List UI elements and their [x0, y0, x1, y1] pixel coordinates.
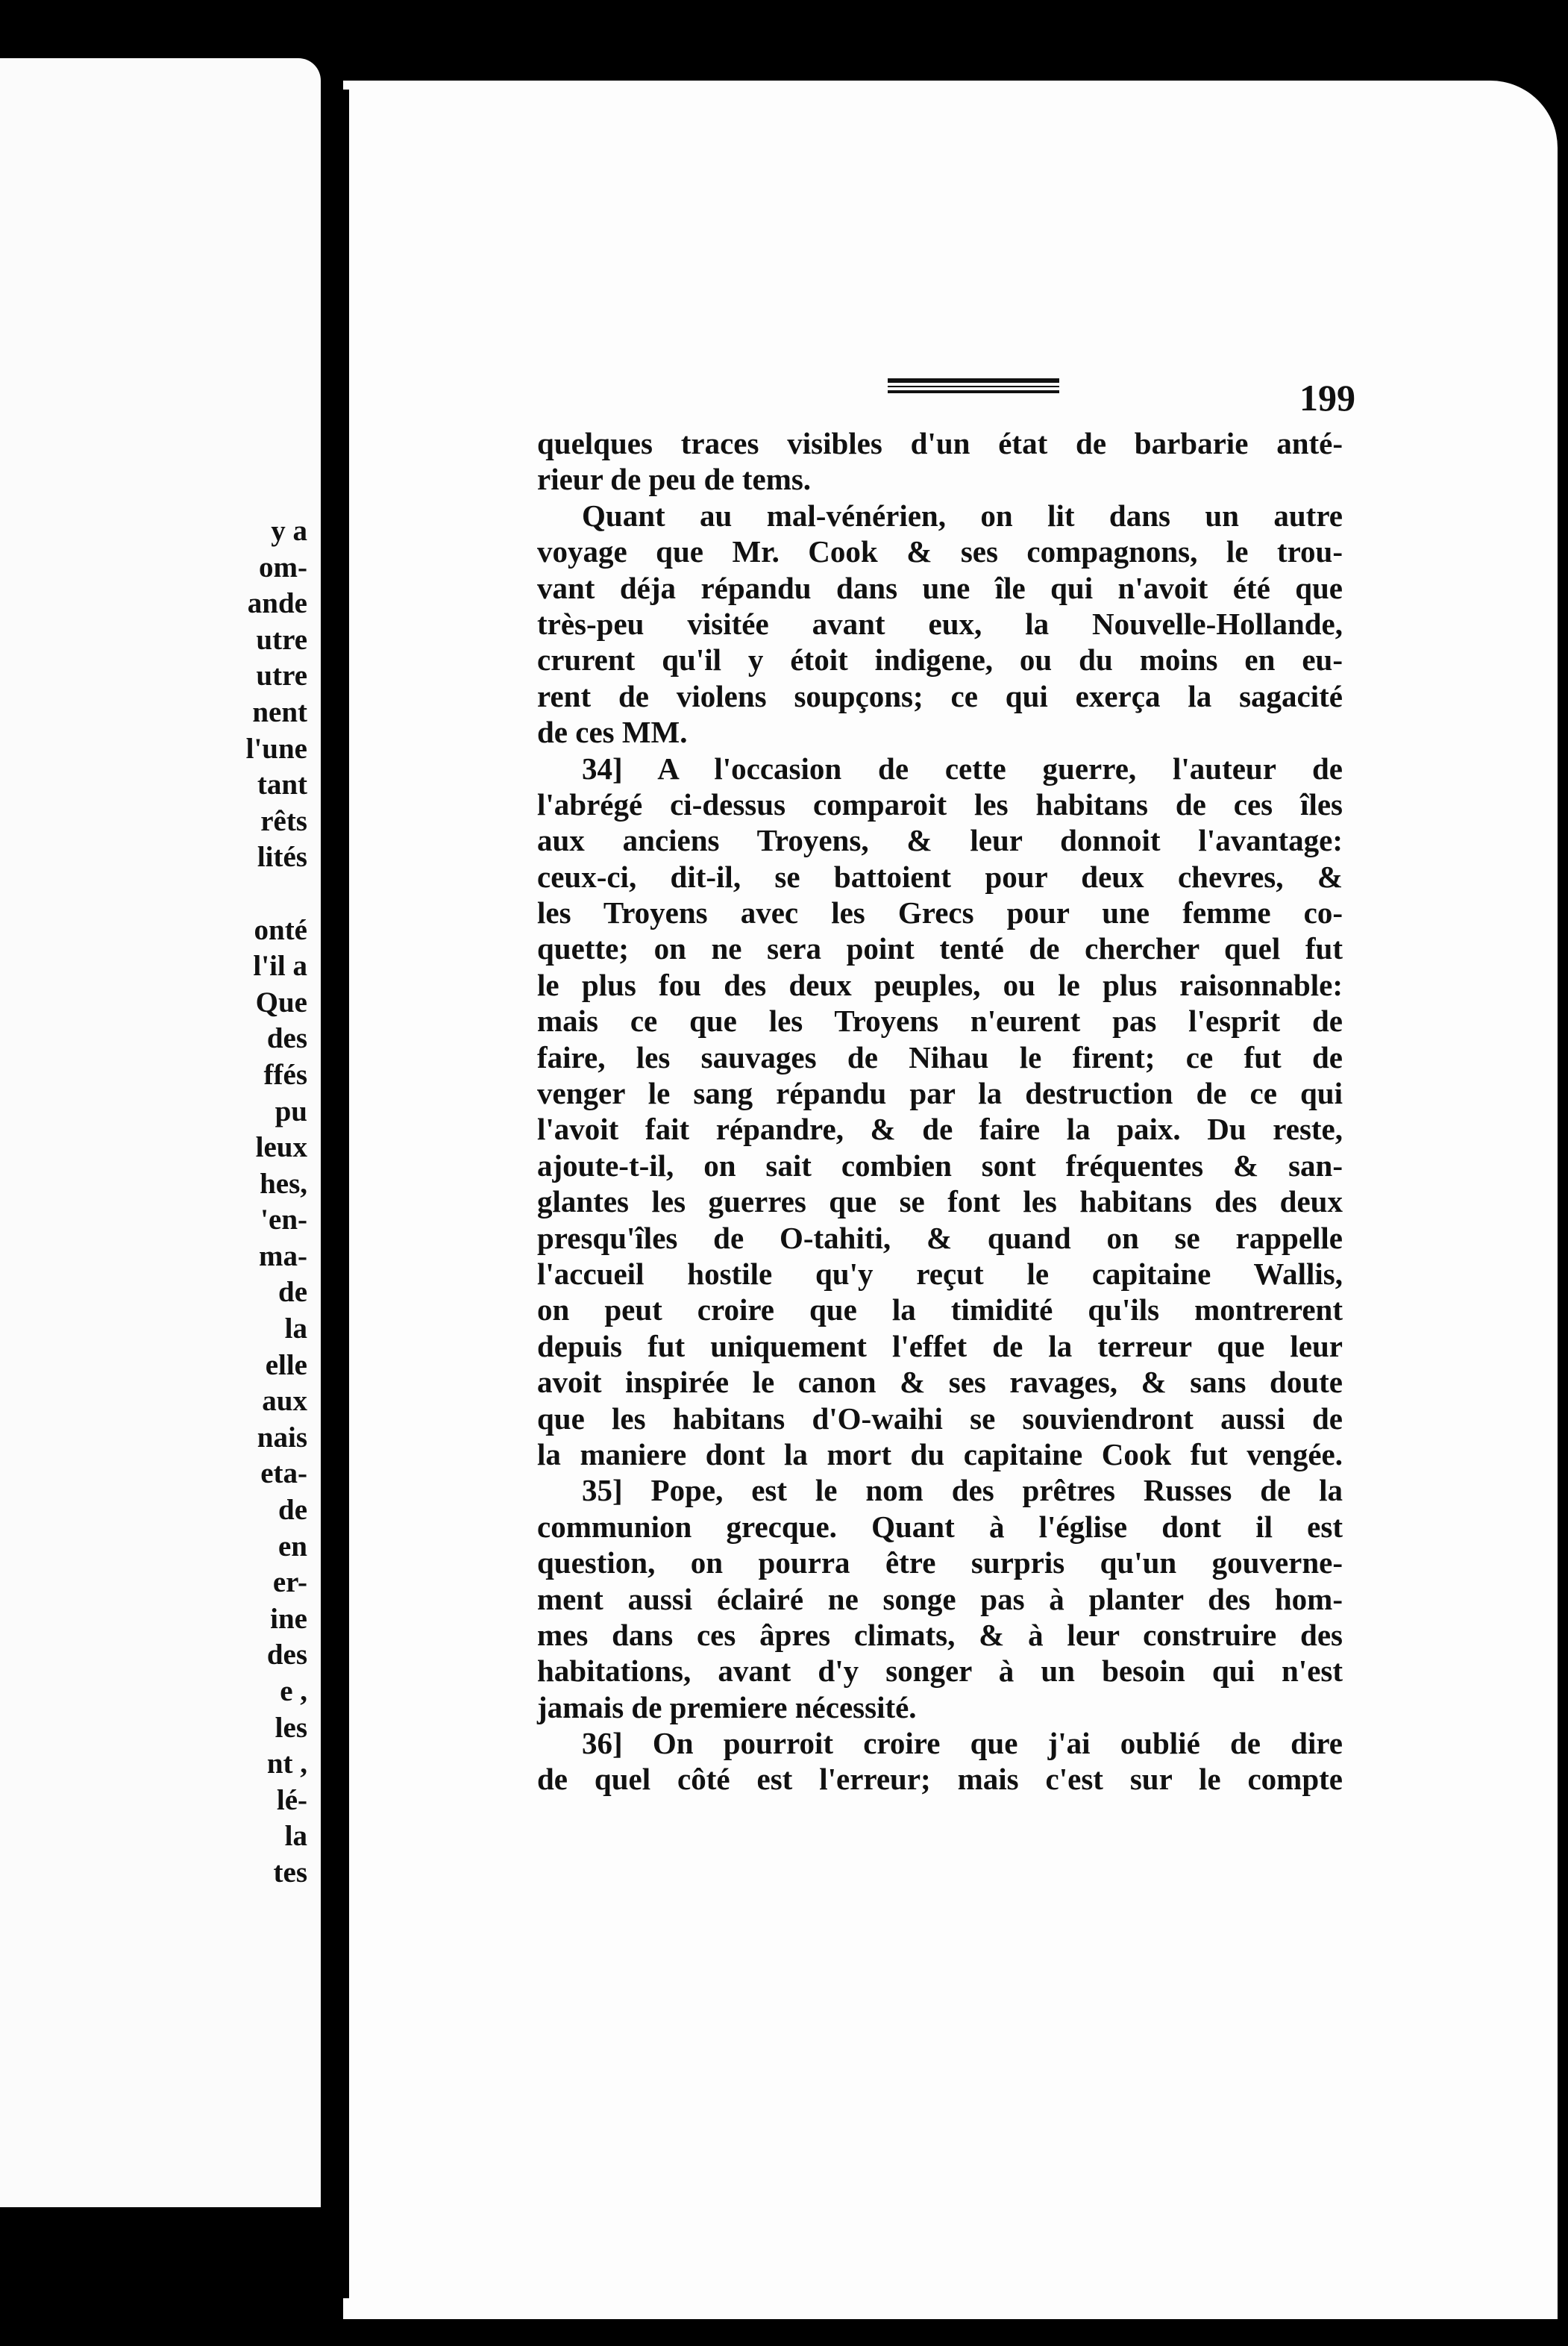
left-fragment-line: rêts — [260, 804, 307, 837]
left-fragment-line: nt , — [266, 1748, 307, 1780]
text-line: glantes les guerres que se font les habitans des deux — [537, 1184, 1343, 1219]
text-line: mes dans ces âpres climats, & à leur construire des — [537, 1617, 1343, 1652]
left-fragment-line: aux — [262, 1385, 307, 1418]
text-line: les Troyens avec les Grecs pour une femme co- — [537, 895, 1343, 930]
text-line: Quant au mal-vénérien, on lit dans un autre — [582, 498, 1343, 533]
left-fragment-line: om- — [259, 551, 307, 584]
left-fragment-line: ma- — [259, 1239, 307, 1272]
text-line: que les habitans d'O-waihi se souviendront aussi de — [537, 1401, 1343, 1436]
text-line: voyage que Mr. Cook & ses compagnons, le trou- — [537, 534, 1343, 569]
left-fragment-line: l'une — [245, 732, 307, 765]
left-fragment-line: en — [278, 1530, 307, 1563]
text-line: l'accueil hostile qu'y reçut le capitaine Wallis, — [537, 1256, 1343, 1291]
left-fragment-line: ande — [247, 587, 307, 620]
left-fragment-line: ine — [270, 1602, 307, 1635]
left-fragment-line: e , — [280, 1675, 307, 1707]
left-fragment-line: lé- — [276, 1783, 307, 1816]
left-fragment-line — [210, 876, 307, 913]
left-fragment-line: utre — [256, 660, 307, 692]
left-fragment-line: onté — [254, 913, 307, 946]
text-line: rent de violens soupçons; ce qui exerça la sagacité — [537, 678, 1343, 713]
text-line: vant déja répandu dans une île qui n'avoit été que — [537, 570, 1343, 605]
left-fragment-line: ffés — [263, 1058, 307, 1091]
text-line: presqu'îles de O-tahiti, & quand on se rappelle — [537, 1220, 1343, 1255]
left-fragment-line: la — [284, 1820, 307, 1853]
left-fragment-line: les — [275, 1711, 307, 1744]
left-fragment-line: la — [284, 1313, 307, 1345]
text-line: 35] Pope, est le nom des prêtres Russes de la — [582, 1473, 1343, 1508]
left-fragment-line: nais — [257, 1421, 307, 1454]
text-line: ment aussi éclairé ne songe pas à planter des hom- — [537, 1581, 1343, 1616]
left-fragment-line: lités — [257, 841, 307, 874]
text-line: quette; on ne sera point tenté de chercher quel fut — [537, 931, 1343, 966]
left-fragment-line: nent — [252, 695, 307, 728]
header-rule — [888, 378, 1059, 393]
page-body-text — [537, 425, 1343, 1798]
text-line: communion grecque. Quant à l'église dont il est — [537, 1509, 1343, 1544]
left-fragment-line: l'il a — [253, 950, 307, 983]
text-line: venger le sang répandu par la destruction de ce qui — [537, 1076, 1343, 1111]
text-line: question, on pourra être surpris qu'un gouverne- — [537, 1545, 1343, 1580]
text-line: l'abrégé ci-dessus comparoit les habitans de ces îles — [537, 786, 1343, 822]
left-fragment-line: eta- — [260, 1457, 307, 1490]
left-fragment-line: tes — [273, 1856, 307, 1889]
text-line: très-peu visitée avant eux, la Nouvelle-Hollande, — [537, 606, 1343, 641]
text-line: mais ce que les Troyens n'eurent pas l'esprit de — [537, 1004, 1343, 1039]
text-line: depuis fut uniquement l'effet de la terreur que leur — [537, 1328, 1343, 1363]
text-line: rieur de peu de tems. — [537, 462, 812, 497]
text-line: aux anciens Troyens, & leur donnoit l'avantage: — [537, 823, 1343, 858]
text-line: jamais de premiere nécessité. — [537, 1689, 917, 1724]
text-line: l'avoit fait répandre, & de faire la paix. Du reste, — [537, 1112, 1343, 1147]
text-line: 34] A l'occasion de cette guerre, l'auteur de — [582, 751, 1343, 786]
text-line: de quel côté est l'erreur; mais c'est sur le compte — [537, 1762, 1343, 1797]
left-fragment-line: des — [266, 1022, 307, 1055]
text-line: faire, les sauvages de Nihau le firent; ce fut de — [537, 1039, 1343, 1075]
left-fragment-line: tant — [257, 769, 307, 801]
book-gutter — [328, 90, 349, 2298]
text-line: crurent qu'il y étoit indigene, ou du moins en eu- — [537, 642, 1343, 678]
left-fragment-line: elle — [265, 1348, 307, 1381]
left-fragment-line: pu — [275, 1095, 307, 1127]
text-line: de ces MM. — [537, 715, 688, 750]
left-fragment-line: leux — [255, 1131, 307, 1164]
left-fragment-line: er- — [272, 1566, 307, 1599]
text-line: le plus fou des deux peuples, ou le plus raisonnable: — [537, 967, 1343, 1002]
text-line: avoit inspirée le canon & ses ravages, & sans doute — [537, 1365, 1343, 1400]
left-fragment-line: de — [278, 1276, 307, 1309]
text-line: ajoute-t-il, on sait combien sont fréquentes & san- — [537, 1148, 1343, 1183]
text-line: quelques traces visibles d'un état de barbarie anté- — [537, 426, 1343, 460]
left-fragment-line: utre — [256, 623, 307, 656]
left-fragment-line: de — [278, 1494, 307, 1527]
left-fragment-line: y a — [271, 515, 307, 547]
left-page-cropped-text — [210, 513, 307, 1892]
text-line: la maniere dont la mort du capitaine Cook fut vengée. — [537, 1436, 1343, 1471]
text-line: habitations, avant d'y songer à un besoin qui n'est — [537, 1654, 1343, 1689]
text-line: 36] On pourroit croire que j'ai oublié de dire — [582, 1726, 1343, 1761]
left-fragment-line: 'en- — [260, 1204, 307, 1236]
left-fragment-line: Que — [255, 986, 307, 1019]
left-page-fragment — [0, 58, 321, 2207]
text-line: on peut croire que la timidité qu'ils montrerent — [537, 1292, 1343, 1327]
text-line: ceux-ci, dit-il, se battoient pour deux chevres, & — [537, 859, 1343, 894]
left-fragment-line: des — [266, 1639, 307, 1671]
left-fragment-line: hes, — [260, 1167, 307, 1200]
page-number: 199 — [1299, 377, 1355, 419]
